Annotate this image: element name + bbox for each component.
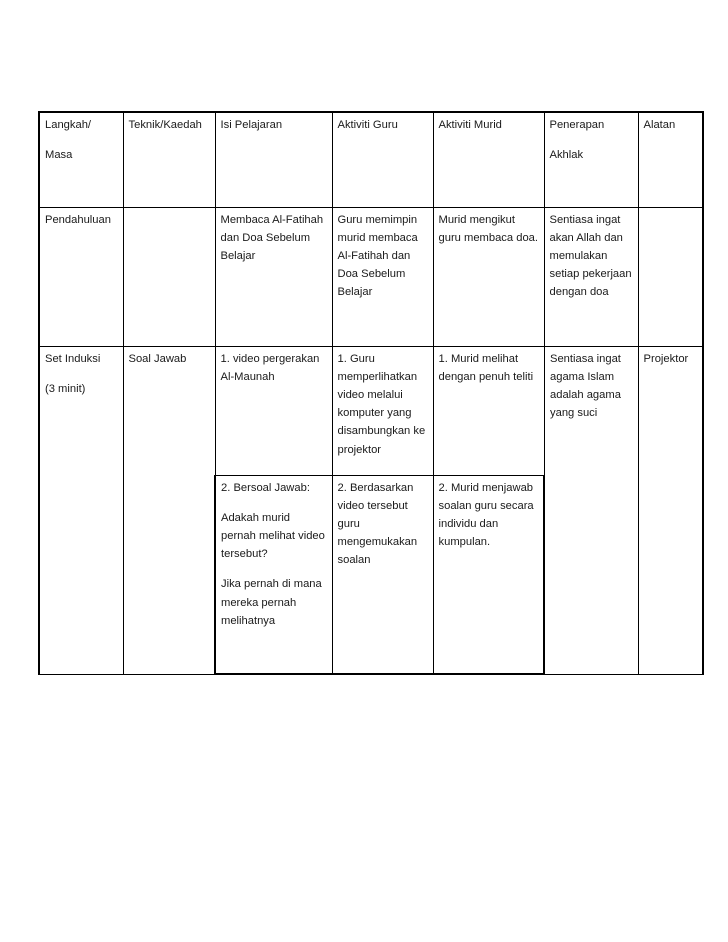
- header-langkah: Langkah/: [45, 119, 92, 131]
- header-guru: Aktiviti Guru: [332, 112, 433, 207]
- header-penerapan-cell: [544, 112, 638, 207]
- pendahuluan-row: [39, 207, 703, 346]
- pendahuluan-penerapan: Sentiasa ingat akan Allah dan memulakan setiap pekerjaan dengan doa: [544, 207, 638, 346]
- pendahuluan-isi: Membaca Al-Fatihah dan Doa Sebelum Belajar: [215, 207, 332, 346]
- set-induksi-langkah: Set Induksi: [45, 352, 101, 365]
- pendahuluan-guru: Guru memimpin murid membaca Al-Fatihah dan Doa Sebelum Belajar: [332, 207, 433, 346]
- pendahuluan-murid: Murid mengikut guru membaca doa.: [433, 207, 544, 346]
- pendahuluan-alatan: [638, 207, 703, 346]
- set-induksi-guru-2: 2. Berdasarkan video tersebut guru mengemukakan soalan: [332, 475, 433, 674]
- set-induksi-isi-2c: Jika pernah di mana mereka pernah melihatnya: [221, 578, 322, 627]
- pendahuluan-langkah: Pendahuluan: [39, 207, 123, 346]
- pendahuluan-teknik: [123, 207, 215, 346]
- header-langkah-cell: [39, 112, 123, 207]
- set-induksi-alatan: Projektor: [638, 346, 703, 674]
- set-induksi-row-1: [39, 346, 703, 475]
- set-induksi-guru-1: 1. Guru memperlihatkan video melalui komputer yang disambungkan ke projektor: [332, 346, 433, 475]
- set-induksi-isi-2a: 2. Bersoal Jawab:: [221, 481, 310, 494]
- header-akhlak: Akhlak: [549, 149, 584, 162]
- lesson-plan-table: [38, 111, 704, 675]
- header-isi: Isi Pelajaran: [215, 112, 332, 207]
- set-induksi-masa: (3 minit): [45, 382, 86, 395]
- header-penerapan: Penerapan: [549, 119, 605, 131]
- header-masa: Masa: [45, 149, 73, 162]
- header-teknik: Teknik/Kaedah: [123, 112, 215, 207]
- set-induksi-teknik: Soal Jawab: [123, 346, 215, 674]
- set-induksi-isi-2b: Adakah murid pernah melihat video tersebut?: [221, 511, 325, 561]
- header-row: [39, 112, 703, 207]
- header-alatan: Alatan: [638, 112, 703, 207]
- set-induksi-murid-2: 2. Murid menjawab soalan guru secara individu dan kumpulan.: [433, 475, 544, 674]
- set-induksi-isi-1: 1. video pergerakan Al-Maunah: [215, 346, 332, 475]
- header-murid: Aktiviti Murid: [433, 112, 544, 207]
- set-induksi-penerapan: Sentiasa ingat agama Islam adalah agama yang suci: [544, 346, 638, 674]
- set-induksi-langkah-cell: [39, 346, 123, 674]
- set-induksi-isi-2-cell: [215, 475, 332, 674]
- set-induksi-murid-1: 1. Murid melihat dengan penuh teliti: [433, 346, 544, 475]
